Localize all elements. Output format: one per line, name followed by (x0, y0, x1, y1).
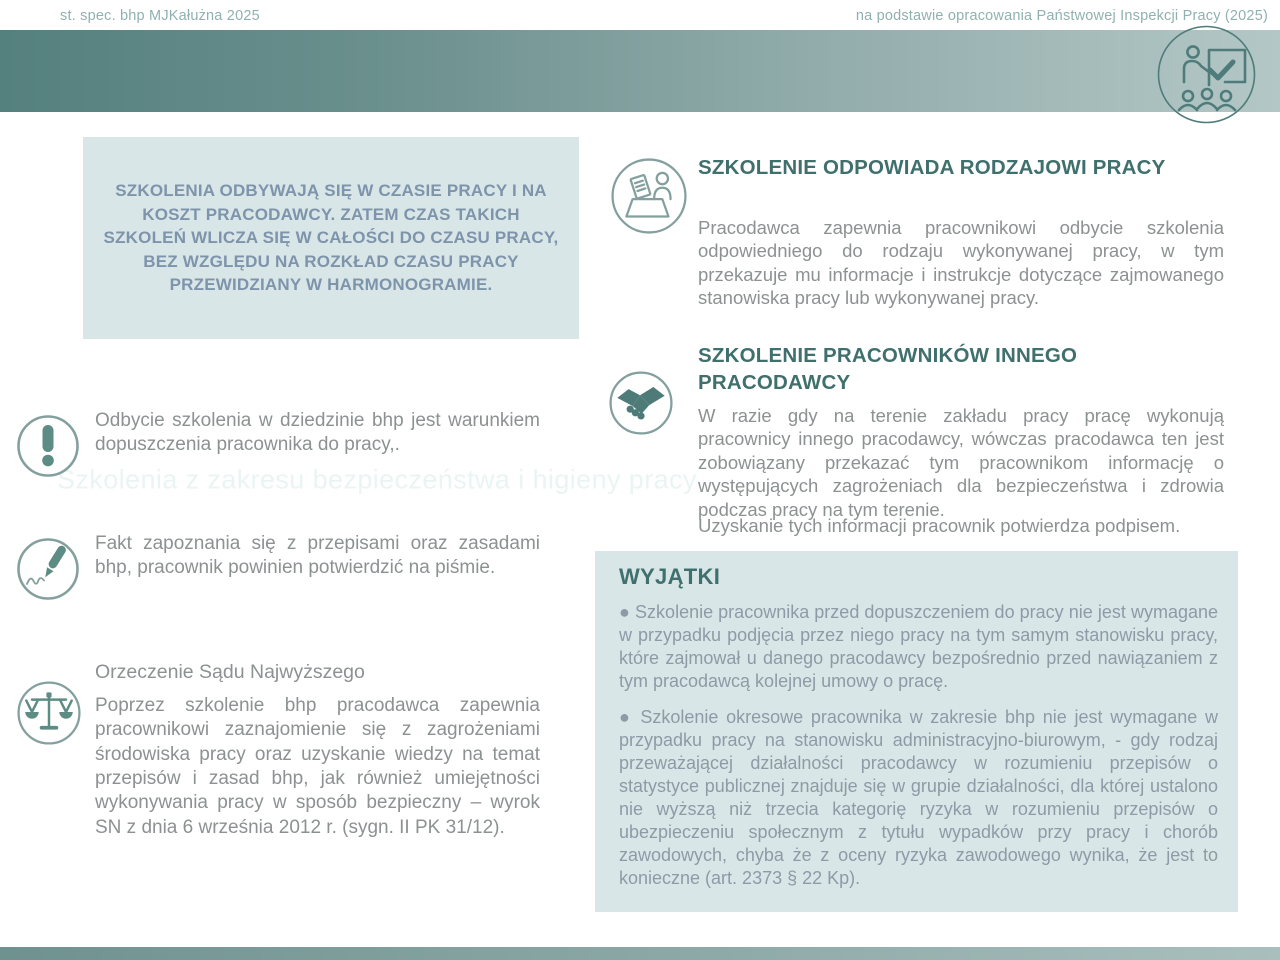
bullet-text: Szkolenie okresowe pracownika w zakresie bhp nie jest wymagane w przypadku pracy na stanowisku administracyjno-biurowym, - gdy rodzaj przeważającej działalności pracodawcy w rozumieniu przepisów o statystyce publicznej znajduje się w grupie działalności, dla której ustalono nie wyższą niż trzecia kategorię ryzyka w rozumieniu przepisów o ubezpieczeniu społecznym z tytułu wypadków przy pracy i chorób zawodowych, chyba że z oceny ryzyka zawodowego wynika, że jest to konieczne (art. 2373 § 22 Kp). (619, 707, 1218, 889)
bullet-item (619, 601, 1218, 693)
meta-source: na podstawie opracowania Państwowej Inspekcji Pracy (2025) (855, 8, 1268, 24)
section-paragraph: W razie gdy na terenie zakładu pracy pracę wykonują pracownicy innego pracodawcy, wówczas pracodawca ten jest zobowiązany przekazać tym pracownikom informację o występujących zagrożeniach dla bezpieczeństwa i zdrowia podczas pracy na tym terenie. (698, 405, 1224, 520)
section-heading: SZKOLENIE ODPOWIADA RODZAJOWI PRACY (698, 156, 1166, 179)
exclamation-icon (16, 414, 80, 478)
exceptions-heading: WYJĄTKI (619, 564, 721, 589)
exceptions-box (595, 551, 1238, 912)
bullet-marker: ● (619, 707, 633, 728)
highlight-text: SZKOLENIA ODBYWAJĄ SIĘ W CZASIE PRACY I NA KOSZT PRACODAWCY. ZATEM CZAS TAKICH SZKOLEŃ WLICZA SIĘ W CAŁOŚCI DO CZASU PRACY, BEZ WZGLĘDU NA ROZKŁAD CZASU PRACY PRZEWIDZIANY W HARMONOGRAMIE. (103, 181, 559, 295)
info-item-written-confirmation (0, 531, 560, 641)
training-presentation-icon (1156, 24, 1257, 125)
highlight-box (83, 137, 579, 339)
signature-note: Uzyskanie tych informacji pracownik potwierdza podpisem. (698, 515, 1181, 536)
info-item-text: Fakt zapoznania się z przepisami oraz zasadami bhp, pracownik powinien potwierdzić na piśmie. (95, 533, 540, 579)
info-item-text: Poprzez szkolenie bhp pracodawca zapewnia pracownikowi zaznajomienie się z zagrożeniami środowiska pracy oraz uzyskanie wiedzy na temat przepisów i zasad bhp, jak również umiejętności wykonywania pracy w sposób bezpieczny – wyrok SN z dnia 6 września 2012 r. (sygn. II PK 31/12). (95, 695, 540, 838)
scales-icon (16, 680, 82, 746)
bullet-marker: ● (619, 602, 630, 622)
header-band (0, 30, 1280, 112)
bullet-item (619, 706, 1218, 890)
lectern-icon (610, 157, 688, 235)
page-title: Szkolenia z zakresu bezpieczeństwa i higieny pracy (57, 464, 697, 495)
info-item-text: Odbycie szkolenia w dziedzinie bhp jest warunkiem dopuszczenia pracownika do pracy,. (95, 410, 540, 456)
footer-bar (0, 947, 1280, 960)
info-item-admission (0, 408, 560, 518)
bullet-text: Szkolenie pracownika przed dopuszczeniem do pracy nie jest wymagane w przypadku podjęcia przez niego pracy na tym samym stanowisku pracy, które zajmował u danego pracodawcy bezpośrednio przed nawiązaniem z tym pracodawcą kolejnej umowy o pracę. (619, 602, 1218, 692)
signature-pen-icon (16, 537, 80, 601)
meta-author: st. spec. bhp MJKałużna 2025 (60, 8, 260, 24)
info-item-court-ruling (0, 661, 560, 871)
meta-bar (60, 8, 1268, 24)
handshake-icon (608, 370, 674, 436)
section-paragraph: Pracodawca zapewnia pracownikowi odbycie szkolenia odpowiedniego do rodzaju wykonywanej pracy, w tym przekazuje mu informacje i instrukcje dotyczące zajmowanego stanowiska pracy lub wykonywanej pracy. (698, 217, 1224, 309)
info-item-title: Orzeczenie Sądu Najwyższego (95, 661, 365, 683)
section-heading: SZKOLENIE PRACOWNIKÓW INNEGO PRACODAWCY (698, 344, 1078, 394)
